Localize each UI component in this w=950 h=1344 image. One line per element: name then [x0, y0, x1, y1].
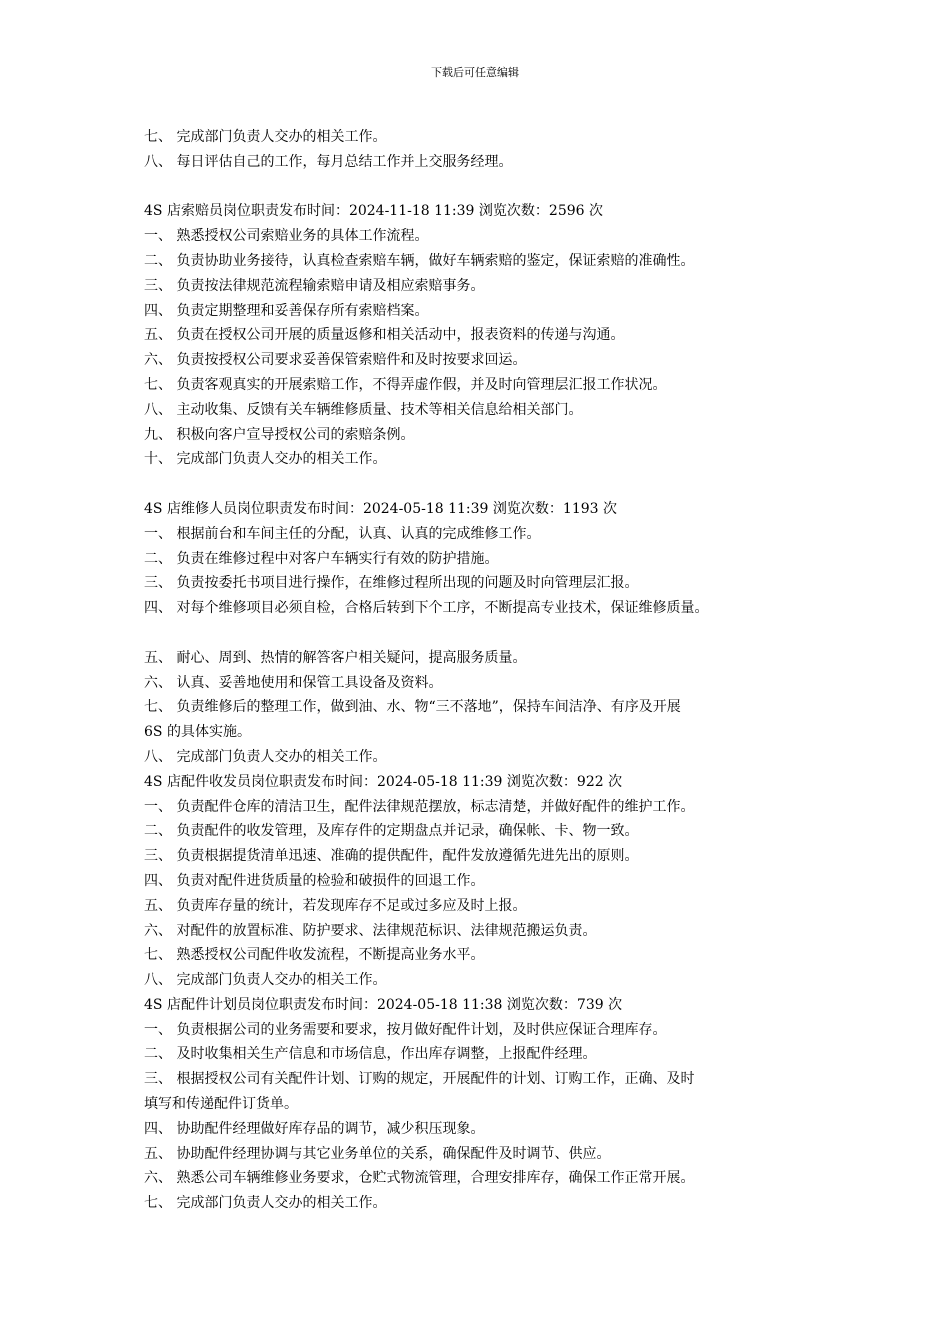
section-claims — [144, 199, 824, 472]
list-item: 二、 负责配件的收发管理，及库存件的定期盘点并记录，确保帐、卡、物一致。 — [144, 823, 639, 840]
list-item: 三、 根据授权公司有关配件计划、订购的规定，开展配件的计划、订购工作，正确、及时 — [144, 1071, 695, 1088]
list-item: 五、 负责在授权公司开展的质量返修和相关活动中，报表资料的传递与沟通。 — [144, 327, 625, 344]
list-item: 一、 负责根据公司的业务需要和要求，按月做好配件计划，及时供应保证合理库存。 — [144, 1021, 667, 1038]
list-item: 二、 负责在维修过程中对客户车辆实行有效的防护措施。 — [144, 550, 499, 567]
list-item: 一、 负责配件仓库的清洁卫生，配件法律规范摆放，标志清楚，并做好配件的维护工作。 — [144, 798, 695, 815]
list-item: 七、 负责维修后的整理工作，做到油、水、物“三不落地”，保持车间洁净、有序及开展 — [144, 699, 681, 716]
section-title: 4S 店配件计划员岗位职责发布时间：2024-05-18 11:38 浏览次数：739 次 — [144, 996, 623, 1013]
list-item: 三、 负责按委托书项目进行操作，在维修过程所出现的问题及时向管理层汇报。 — [144, 575, 639, 592]
section-title: 4S 店索赔员岗位职责发布时间：2024-11-18 11:39 浏览次数：2596 次 — [144, 203, 603, 220]
list-item: 二、 负责协助业务接待，认真检查索赔车辆，做好车辆索赔的鉴定，保证索赔的准确性。 — [144, 252, 695, 269]
list-item-continuation: 填写和传递配件订货单。 — [144, 1096, 298, 1113]
list-item: 七、 负责客观真实的开展索赔工作，不得弄虚作假，并及时向管理层汇报工作状况。 — [144, 376, 667, 393]
list-item: 五、 耐心、周到、热情的解答客户相关疑问，提高服务质量。 — [144, 649, 527, 666]
list-item: 十、 完成部门负责人交办的相关工作。 — [144, 451, 387, 468]
section-repair — [144, 497, 824, 770]
list-item: 八、 完成部门负责人交办的相关工作。 — [144, 748, 387, 765]
intro-list — [144, 125, 824, 175]
list-item: 四、 协助配件经理做好库存品的调节，减少积压现象。 — [144, 1120, 485, 1137]
section-parts-dispatch — [144, 770, 824, 993]
list-item: 九、 积极向客户宣导授权公司的索赔条例。 — [144, 426, 415, 443]
list-item: 七、 完成部门负责人交办的相关工作。 — [144, 129, 387, 145]
list-item: 七、 熟悉授权公司配件收发流程，不断提高业务水平。 — [144, 947, 485, 964]
list-item: 七、 完成部门负责人交办的相关工作。 — [144, 1195, 387, 1212]
list-item: 一、 熟悉授权公司索赔业务的具体工作流程。 — [144, 228, 429, 245]
list-item: 八、 完成部门负责人交办的相关工作。 — [144, 972, 387, 989]
list-item: 二、 及时收集相关生产信息和市场信息，作出库存调整，上报配件经理。 — [144, 1046, 597, 1063]
page-header: 下载后可任意编辑 — [431, 66, 519, 79]
list-item: 一、 根据前台和车间主任的分配，认真、认真的完成维修工作。 — [144, 525, 541, 542]
list-item: 八、 主动收集、反馈有关车辆维修质量、技术等相关信息给相关部门。 — [144, 401, 583, 418]
list-item: 三、 负责根据提货清单迅速、准确的提供配件，配件发放遵循先进先出的原则。 — [144, 848, 639, 865]
list-item: 四、 负责对配件进货质量的检验和破损件的回退工作。 — [144, 872, 485, 889]
document-body — [144, 125, 824, 1216]
list-item: 六、 对配件的放置标准、防护要求、法律规范标识、法律规范搬运负责。 — [144, 922, 597, 939]
list-item: 四、 对每个维修项目必须自检，合格后转到下个工序，不断提高专业技术，保证维修质量。 — [144, 600, 709, 617]
list-item: 八、 每日评估自己的工作，每月总结工作并上交服务经理。 — [144, 153, 513, 170]
list-item: 五、 协助配件经理协调与其它业务单位的关系，确保配件及时调节、供应。 — [144, 1145, 611, 1162]
list-item: 五、 负责库存量的统计，若发现库存不足或过多应及时上报。 — [144, 897, 527, 914]
list-item: 六、 负责按授权公司要求妥善保管索赔件和及时按要求回运。 — [144, 352, 527, 369]
list-item: 三、 负责按法律规范流程输索赔申请及相应索赔事务。 — [144, 277, 485, 294]
section-parts-planning — [144, 993, 824, 1216]
list-item: 六、 熟悉公司车辆维修业务要求，仓贮式物流管理，合理安排库存，确保工作正常开展。 — [144, 1170, 695, 1187]
list-item: 六、 认真、妥善地使用和保管工具设备及资料。 — [144, 674, 443, 691]
list-item-continuation: 6S 的具体实施。 — [144, 724, 251, 741]
section-title: 4S 店维修人员岗位职责发布时间：2024-05-18 11:39 浏览次数：1193 次 — [144, 500, 617, 517]
list-item: 四、 负责定期整理和妥善保存所有索赔档案。 — [144, 302, 429, 319]
section-title: 4S 店配件收发员岗位职责发布时间：2024-05-18 11:39 浏览次数：922 次 — [144, 773, 623, 790]
